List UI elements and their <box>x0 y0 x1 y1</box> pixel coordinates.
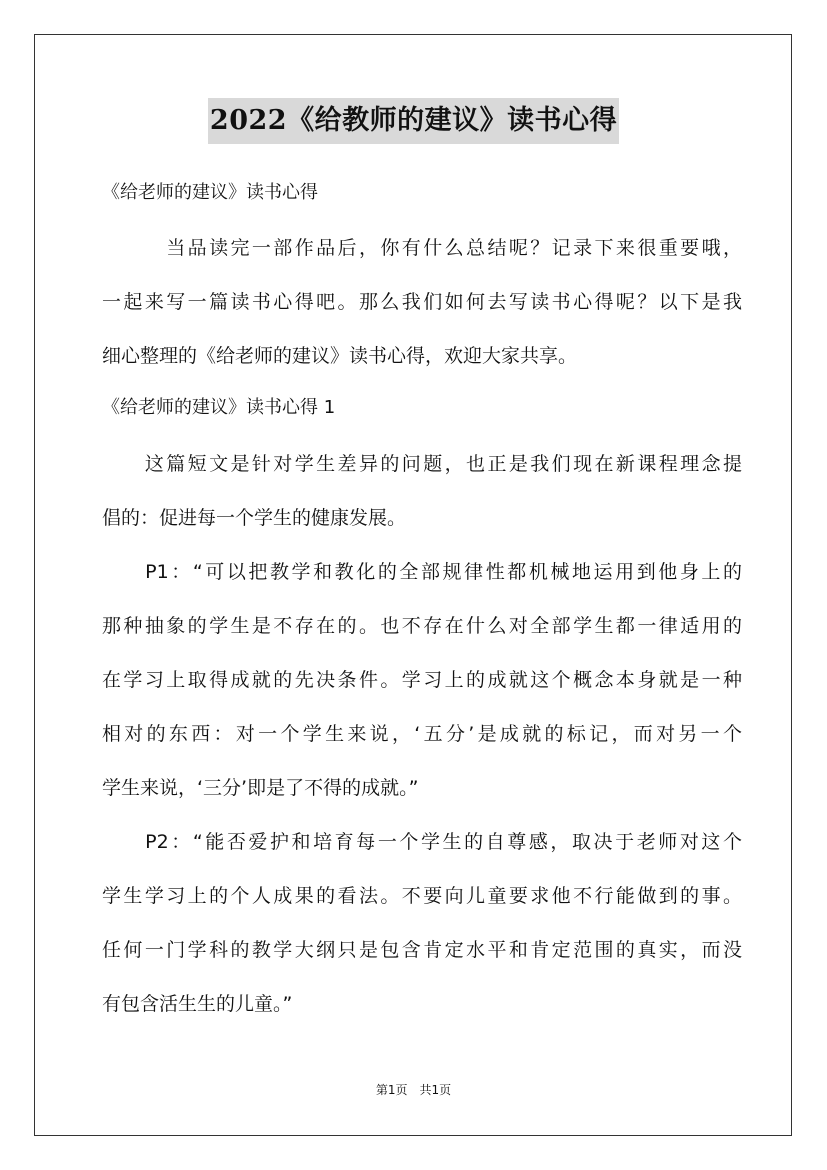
quote-p2-line: P2：“能否爱护和培育每一个学生的自尊感，取决于老师对这个 <box>102 831 742 853</box>
quote-p2-line: 有包含活生生的儿童。” <box>102 993 293 1015</box>
quote-p2-line: 任何一门学科的教学大纲只是包含肯定水平和肯定范围的真实，而没 <box>102 939 742 961</box>
page-number: 第1页 共1页 <box>375 1083 452 1097</box>
subtitle-heading: 《给老师的建议》读书心得 <box>102 182 318 203</box>
quote-p2-line: 学生学习上的个人成果的看法。不要向儿童要求他不行能做到的事。 <box>102 885 742 907</box>
quote-p1-line: 学生来说，‘三分’即是了不得的成就。” <box>102 777 419 799</box>
quote-p1-line: P1：“可以把教学和教化的全部规律性都机械地运用到他身上的 <box>102 561 742 583</box>
quote-p1-line: 那种抽象的学生是不存在的。也不存在什么对全部学生都一律适用的 <box>102 615 742 637</box>
section-heading: 《给老师的建议》读书心得 1 <box>102 397 336 418</box>
quote-p1-line: 相对的东西：对一个学生来说，‘五分’是成就的标记，而对另一个 <box>102 723 742 745</box>
paragraph-line: 倡的：促进每一个学生的健康发展。 <box>102 507 407 529</box>
intro-line: 细心整理的《给老师的建议》读书心得，欢迎大家共享。 <box>102 345 578 367</box>
intro-line: 当品读完一部作品后，你有什么总结呢？记录下来很重要哦， <box>102 237 742 259</box>
intro-line: 一起来写一篇读书心得吧。那么我们如何去写读书心得呢？以下是我 <box>102 291 742 313</box>
paragraph-line: 这篇短文是针对学生差异的问题，也正是我们现在新课程理念提 <box>102 453 742 475</box>
document-title: 2022《给教师的建议》读书心得 <box>208 98 619 144</box>
quote-p1-line: 在学习上取得成就的先决条件。学习上的成就这个概念本身就是一种 <box>102 669 742 691</box>
title-area <box>0 98 827 144</box>
